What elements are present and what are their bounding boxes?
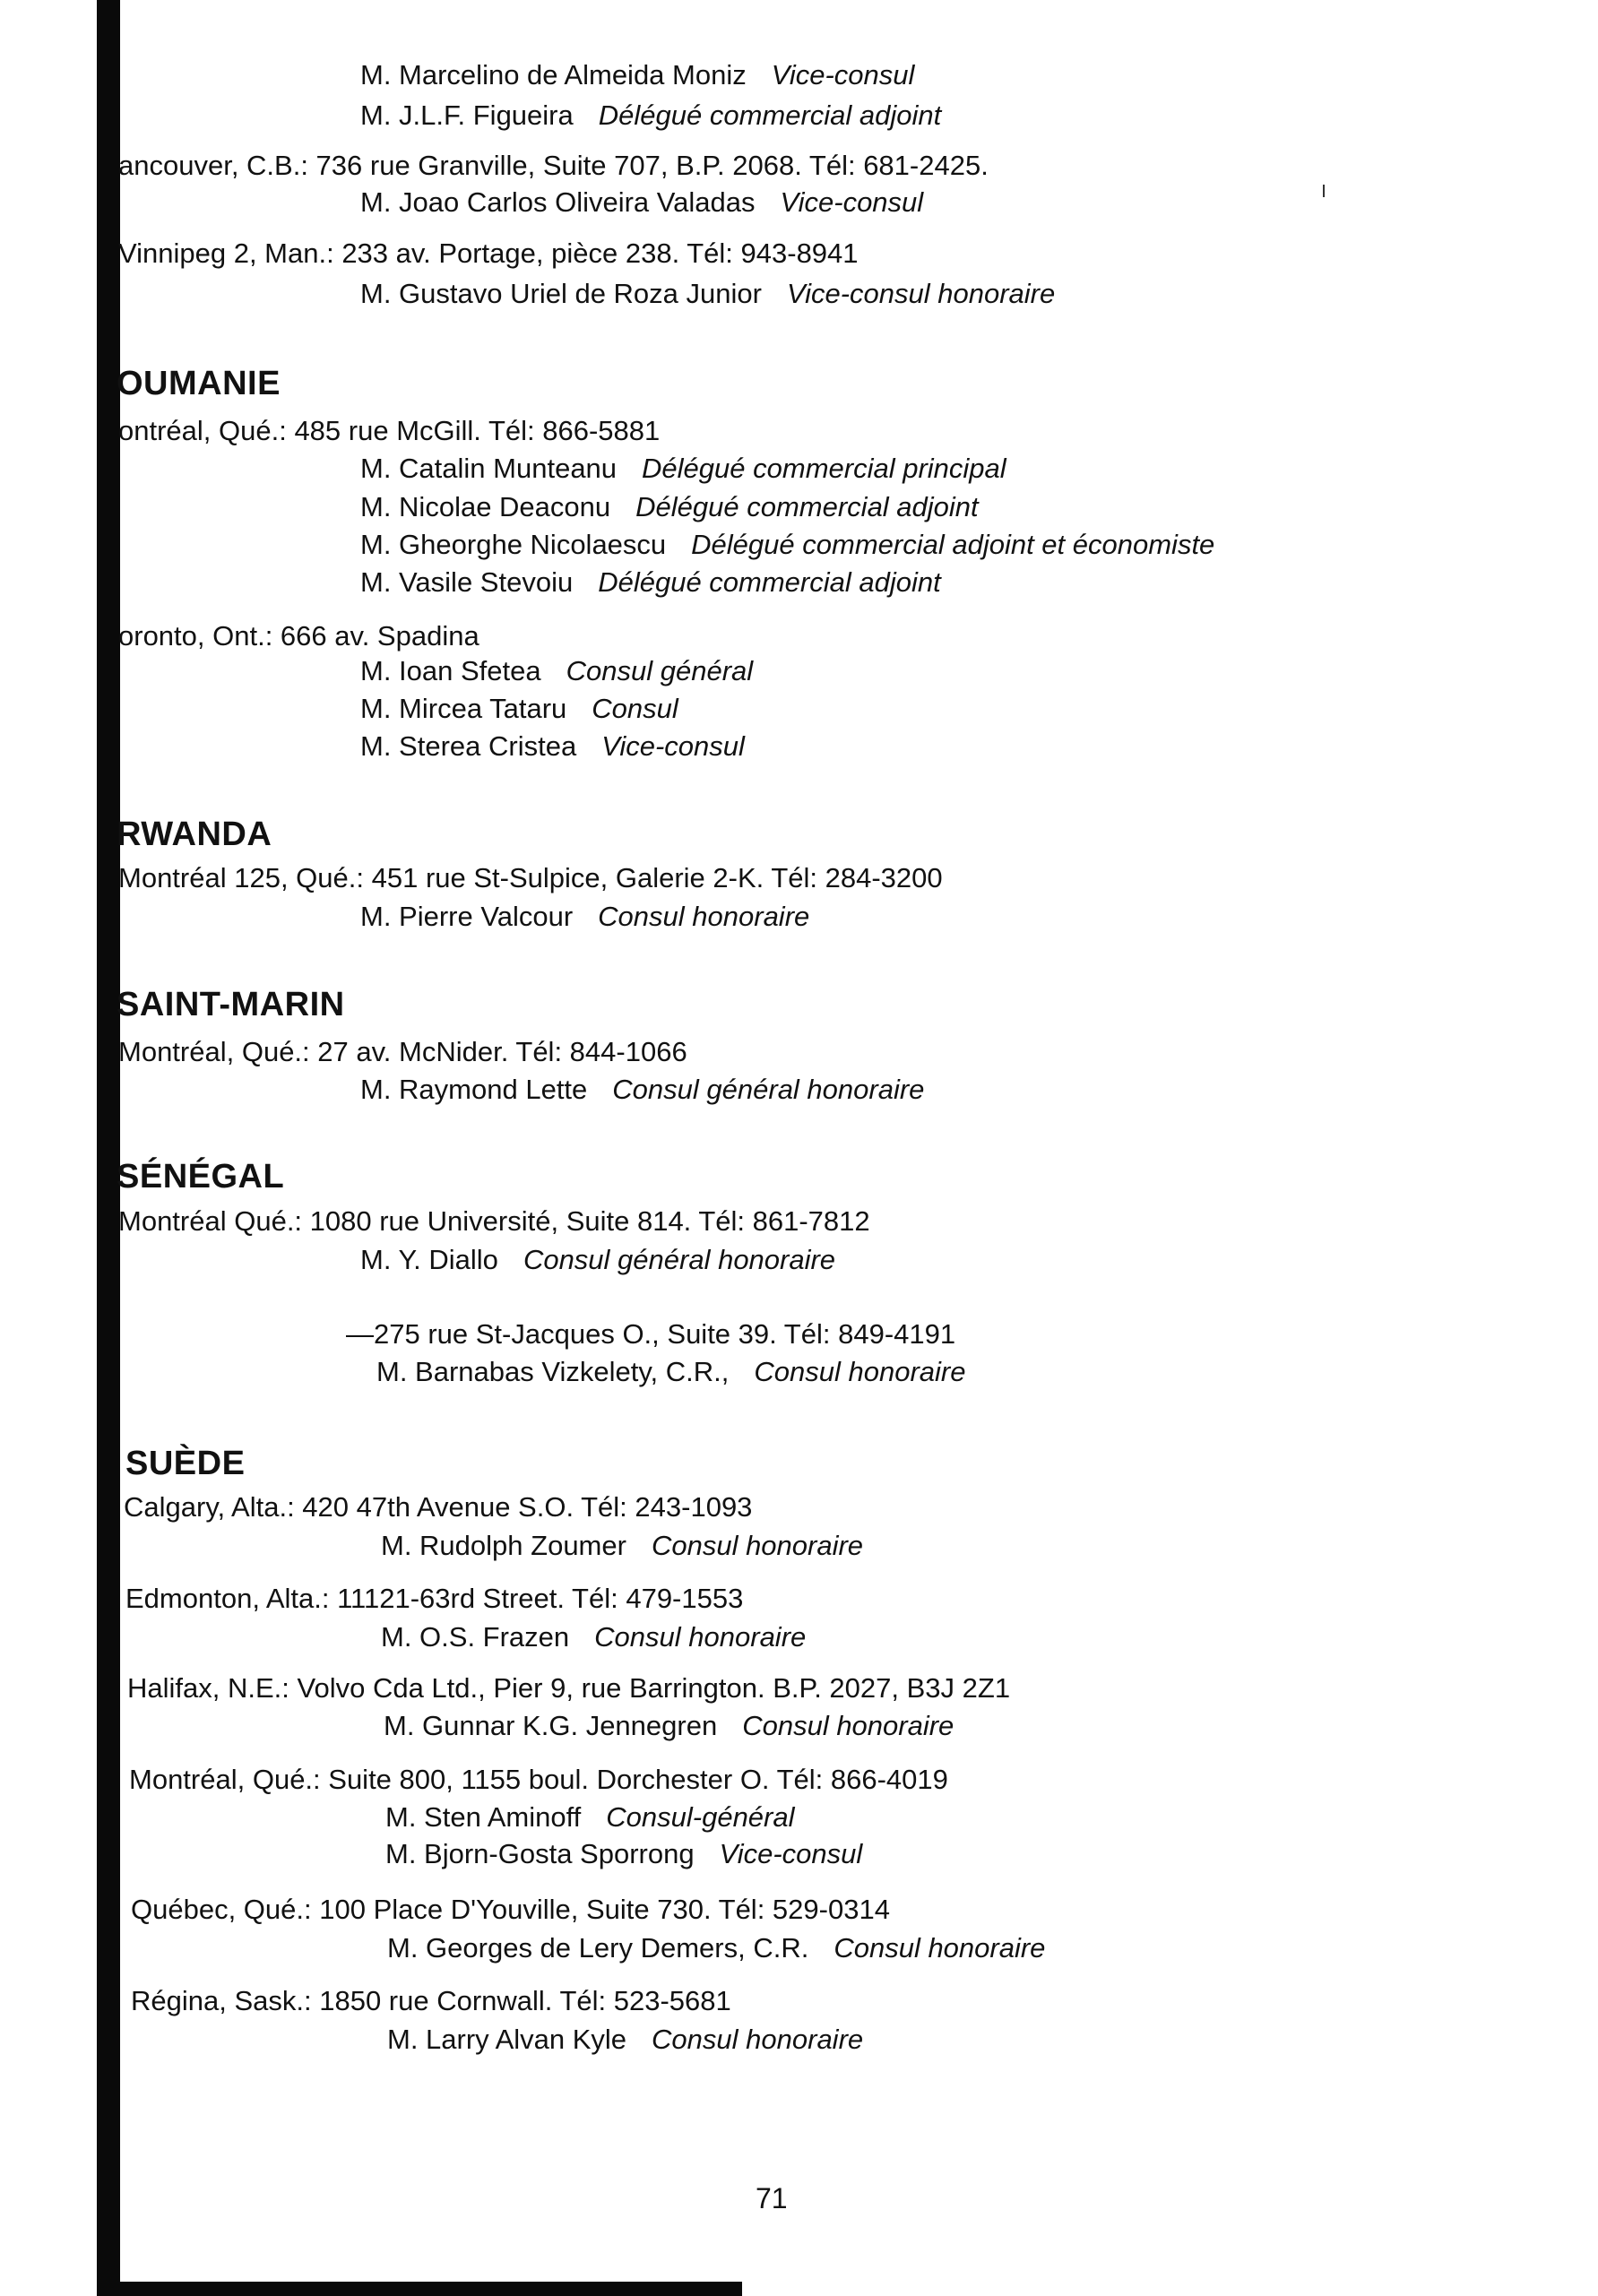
consul-entry — [387, 2025, 863, 2053]
person-title: Consul-général — [606, 1801, 795, 1833]
person-title: Vice-consul honoraire — [786, 278, 1056, 309]
consulate-address: Régina, Sask.: 1850 rue Cornwall. Tél: 523-5681 — [131, 1985, 731, 2016]
person-name: M. Joao Carlos Oliveira Valadas — [360, 186, 756, 218]
person-name: M. J.L.F. Figueira — [360, 99, 574, 131]
person-name: M. Sten Aminoff — [385, 1801, 582, 1833]
consulate-address: Vinnipeg 2, Man.: 233 av. Portage, pièce 238. Tél: 943-8941 — [118, 237, 859, 269]
consul-entry — [360, 493, 979, 521]
person-name: M. Gustavo Uriel de Roza Junior — [360, 278, 762, 309]
consulate-address: —275 rue St-Jacques O., Suite 39. Tél: 849-4191 — [346, 1318, 956, 1350]
person-title: Consul général honoraire — [523, 1244, 836, 1275]
country-heading: RWANDA — [117, 816, 272, 853]
binding-edge — [97, 0, 120, 2296]
consul-entry — [360, 732, 745, 760]
person-title: Délégué commercial adjoint — [635, 491, 979, 522]
consul-entry — [360, 454, 1006, 482]
consul-entry — [376, 1358, 965, 1385]
person-title: Consul honoraire — [754, 1356, 966, 1387]
person-name: M. Ioan Sfetea — [360, 655, 541, 686]
consul-entry — [381, 1532, 863, 1559]
consulate-address: Calgary, Alta.: 420 47th Avenue S.O. Tél: 243-1093 — [124, 1491, 753, 1523]
person-title: Consul honoraire — [651, 1530, 864, 1561]
person-title: Consul honoraire — [652, 2024, 864, 2055]
person-name: M. Mircea Tataru — [360, 693, 567, 724]
page-number: 71 — [756, 2182, 788, 2214]
bottom-edge — [97, 2282, 742, 2296]
person-name: M. Pierre Valcour — [360, 901, 574, 932]
consulate-address: Montréal, Qué.: 27 av. McNider. Tél: 844-1066 — [118, 1036, 687, 1067]
consulate-address: Québec, Qué.: 100 Place D'Youville, Suite 730. Tél: 529-0314 — [131, 1894, 890, 1925]
consul-entry — [385, 1840, 862, 1868]
person-name: M. Raymond Lette — [360, 1074, 588, 1105]
person-name: M. Bjorn-Gosta Sporrong — [385, 1838, 695, 1869]
person-title: Vice-consul — [719, 1838, 863, 1869]
person-name: M. Vasile Stevoiu — [360, 566, 574, 598]
person-title: Délégué commercial adjoint — [598, 566, 941, 598]
consulate-address: Montréal 125, Qué.: 451 rue St-Sulpice, Galerie 2-K. Tél: 284-3200 — [118, 862, 943, 893]
person-name: M. Rudolph Zoumer — [381, 1530, 626, 1561]
person-title: Délégué commercial adjoint — [598, 99, 942, 131]
consul-entry — [360, 695, 678, 722]
consulate-address: Halifax, N.E.: Volvo Cda Ltd., Pier 9, rue Barrington. B.P. 2027, B3J 2Z1 — [127, 1672, 1011, 1704]
scan-mark — [1323, 185, 1325, 197]
person-name: M. O.S. Frazen — [381, 1621, 570, 1653]
consul-entry — [360, 568, 941, 596]
person-title: Délégué commercial principal — [642, 453, 1006, 484]
person-name: M. Larry Alvan Kyle — [387, 2024, 627, 2055]
person-name: M. Sterea Cristea — [360, 730, 577, 762]
consul-entry — [360, 1246, 835, 1273]
person-name: M. Gheorghe Nicolaescu — [360, 529, 667, 560]
consul-entry — [360, 61, 914, 89]
consul-entry — [387, 1934, 1045, 1962]
consul-entry — [360, 101, 941, 129]
consulate-address: ontréal, Qué.: 485 rue McGill. Tél: 866-5881 — [118, 415, 661, 446]
person-name: M. Georges de Lery Demers, C.R. — [387, 1932, 809, 1964]
country-heading: OUMANIE — [117, 365, 281, 402]
consul-entry — [385, 1803, 795, 1831]
person-title: Consul honoraire — [834, 1932, 1046, 1964]
person-title: Consul — [592, 693, 678, 724]
person-name: M. Gunnar K.G. Jennegren — [384, 1710, 718, 1741]
consulate-address: Montréal, Qué.: Suite 800, 1155 boul. Dorchester O. Tél: 866-4019 — [129, 1764, 948, 1795]
person-title: Consul général — [566, 655, 754, 686]
person-title: Vice-consul — [771, 59, 915, 91]
person-title: Consul honoraire — [598, 901, 810, 932]
person-name: M. Marcelino de Almeida Moniz — [360, 59, 747, 91]
consul-entry — [360, 188, 923, 216]
person-name: M. Nicolae Deaconu — [360, 491, 611, 522]
country-heading: SÉNÉGAL — [117, 1158, 285, 1195]
consul-entry — [360, 280, 1055, 307]
consul-entry — [360, 657, 753, 685]
person-name: M. Y. Diallo — [360, 1244, 498, 1275]
person-title: Consul honoraire — [742, 1710, 954, 1741]
person-title: Consul honoraire — [594, 1621, 807, 1653]
consul-entry — [360, 1075, 924, 1103]
person-title: Vice-consul — [780, 186, 924, 218]
person-title: Consul général honoraire — [612, 1074, 925, 1105]
consul-entry — [360, 902, 809, 930]
country-heading: SUÈDE — [125, 1445, 246, 1482]
country-heading: SAINT-MARIN — [117, 986, 345, 1023]
consulate-address: Montréal Qué.: 1080 rue Université, Suite 814. Tél: 861-7812 — [118, 1205, 870, 1237]
person-title: Vice-consul — [601, 730, 745, 762]
consul-entry — [384, 1712, 954, 1739]
person-name: M. Barnabas Vizkelety, C.R., — [376, 1356, 730, 1387]
consul-entry — [360, 531, 1214, 558]
consulate-address: Edmonton, Alta.: 11121-63rd Street. Tél: 479-1553 — [125, 1583, 744, 1614]
consul-entry — [381, 1623, 806, 1651]
person-name: M. Catalin Munteanu — [360, 453, 618, 484]
consulate-address: ancouver, C.B.: 736 rue Granville, Suite 707, B.P. 2068. Tél: 681-2425. — [118, 150, 989, 181]
consulate-address: oronto, Ont.: 666 av. Spadina — [118, 620, 479, 652]
person-title: Délégué commercial adjoint et économiste — [691, 529, 1215, 560]
